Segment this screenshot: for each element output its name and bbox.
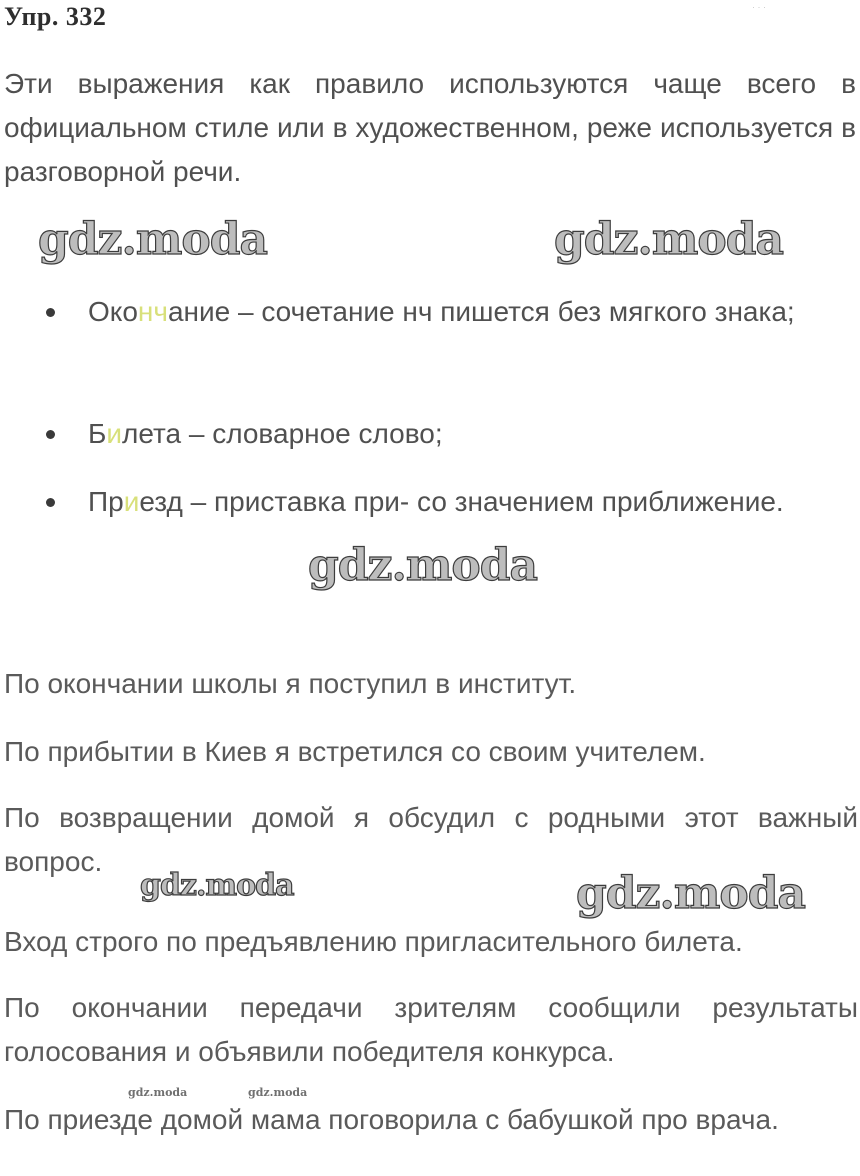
intro-paragraph: Эти выражения как правило используются чаще всего в официальном стиле или в художественном, реже используется в разговорной речи. — [4, 68, 856, 187]
example-sentence: По окончании школы я поступил в институт. — [4, 668, 577, 699]
watermark-logo: gdz.moda — [576, 868, 806, 919]
example-sentence: По приезде домой мама поговорила с бабушкой про врача. — [4, 1104, 779, 1135]
watermark-logo-small: gdz.moda — [128, 1086, 188, 1099]
example-sentence: По окончании передачи зрителям сообщили результаты голосования и объявили победителя конкурса. — [4, 992, 858, 1067]
bullet-dot-icon — [46, 430, 55, 439]
example-sentence: По возвращении домой я обсудил с родными этот важный вопрос. — [4, 802, 858, 877]
corner-mark: · · · — [752, 2, 766, 12]
watermark-logo: gdz.moda — [38, 214, 268, 265]
example-sentence: Вход строго по предъявлению пригласительного билета. — [4, 926, 743, 957]
highlighted-letters: нч — [137, 296, 168, 327]
exercise-title: Упр. 332 — [4, 2, 107, 31]
bullet-dot-icon — [46, 498, 55, 507]
highlighted-letters: и — [106, 418, 123, 449]
watermark-logo: gdz.moda — [554, 214, 784, 265]
watermark-logo-small: gdz.moda — [248, 1086, 308, 1099]
watermark-logo: gdz.moda — [308, 540, 538, 591]
list-item-text: Приезд – приставка при- со значением приближение. — [88, 486, 784, 517]
example-sentence: По прибытии в Киев я встретился со своим учителем. — [4, 736, 706, 767]
highlighted-letters: и — [123, 486, 140, 517]
bullet-dot-icon — [46, 308, 55, 317]
list-item-text: Окончание – сочетание нч пишется без мягкого знака; — [88, 296, 795, 327]
watermark-logo: gdz.moda — [140, 868, 294, 903]
list-item-text: Билета – словарное слово; — [88, 418, 443, 449]
